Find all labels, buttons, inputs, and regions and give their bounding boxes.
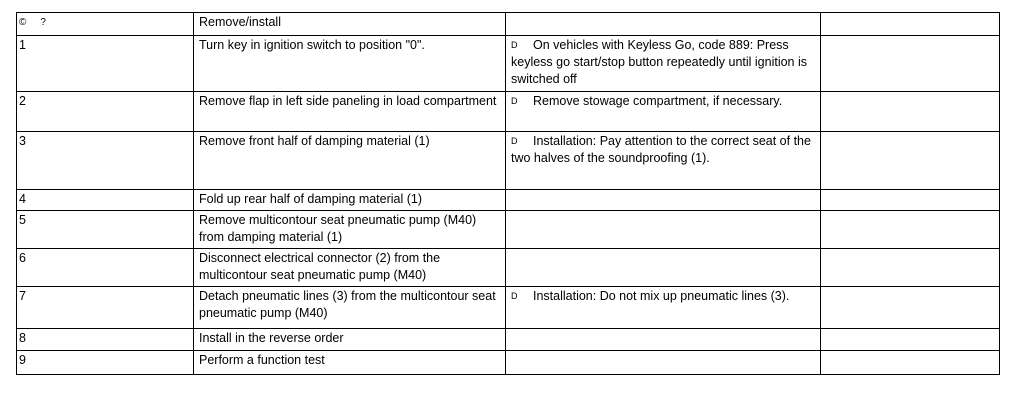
step-action: Fold up rear half of damping material (1) xyxy=(194,190,506,211)
step-note xyxy=(506,249,821,287)
step-note-text: Installation: Pay attention to the correct seat of the two halves of the soundproofing (1). xyxy=(511,134,811,165)
empty-cell xyxy=(821,287,1000,329)
empty-cell xyxy=(821,190,1000,211)
empty-cell xyxy=(821,92,1000,132)
step-action: Turn key in ignition switch to position "0". xyxy=(194,36,506,92)
table-row xyxy=(17,287,1000,329)
step-number: 2 xyxy=(17,92,194,132)
step-action: Disconnect electrical connector (2) from the multicontour seat pneumatic pump (M40) xyxy=(194,249,506,287)
header-icons-cell xyxy=(17,13,194,36)
step-number: 7 xyxy=(17,287,194,329)
procedure-table xyxy=(16,12,1000,375)
step-note xyxy=(506,132,821,190)
step-number: 3 xyxy=(17,132,194,190)
header-empty-cell xyxy=(821,13,1000,36)
step-note xyxy=(506,287,821,329)
step-note xyxy=(506,190,821,211)
header-title: Remove/install xyxy=(194,13,506,36)
empty-cell xyxy=(821,132,1000,190)
header-row xyxy=(17,13,1000,36)
bullet-icon: D xyxy=(511,96,518,106)
step-number: 8 xyxy=(17,329,194,351)
empty-cell xyxy=(821,351,1000,375)
table-row xyxy=(17,211,1000,249)
copyright-icon: © xyxy=(19,17,27,28)
table-row xyxy=(17,36,1000,92)
table-row xyxy=(17,329,1000,351)
table-row xyxy=(17,132,1000,190)
step-note xyxy=(506,329,821,351)
table-row xyxy=(17,249,1000,287)
step-note xyxy=(506,92,821,132)
bullet-icon: D xyxy=(511,40,518,50)
step-action: Remove flap in left side paneling in load compartment xyxy=(194,92,506,132)
step-note xyxy=(506,36,821,92)
empty-cell xyxy=(821,211,1000,249)
header-note-cell xyxy=(506,13,821,36)
table-row xyxy=(17,92,1000,132)
empty-cell xyxy=(821,36,1000,92)
step-action: Remove multicontour seat pneumatic pump (M40) from damping material (1) xyxy=(194,211,506,249)
step-note-text: On vehicles with Keyless Go, code 889: Press keyless go start/stop button repeatedly until ignition is switched off xyxy=(511,38,808,86)
table-row xyxy=(17,190,1000,211)
empty-cell xyxy=(821,329,1000,351)
step-number: 9 xyxy=(17,351,194,375)
question-icon: ? xyxy=(40,17,46,28)
step-number: 4 xyxy=(17,190,194,211)
step-note-text: Remove stowage compartment, if necessary. xyxy=(533,94,783,108)
bullet-icon: D xyxy=(511,291,518,301)
step-action: Perform a function test xyxy=(194,351,506,375)
step-action: Remove front half of damping material (1) xyxy=(194,132,506,190)
table-row xyxy=(17,351,1000,375)
step-number: 6 xyxy=(17,249,194,287)
step-note-text: Installation: Do not mix up pneumatic lines (3). xyxy=(533,289,790,303)
step-action: Install in the reverse order xyxy=(194,329,506,351)
empty-cell xyxy=(821,249,1000,287)
step-number: 5 xyxy=(17,211,194,249)
bullet-icon: D xyxy=(511,136,518,146)
step-number: 1 xyxy=(17,36,194,92)
step-action: Detach pneumatic lines (3) from the multicontour seat pneumatic pump (M40) xyxy=(194,287,506,329)
step-note xyxy=(506,351,821,375)
step-note xyxy=(506,211,821,249)
